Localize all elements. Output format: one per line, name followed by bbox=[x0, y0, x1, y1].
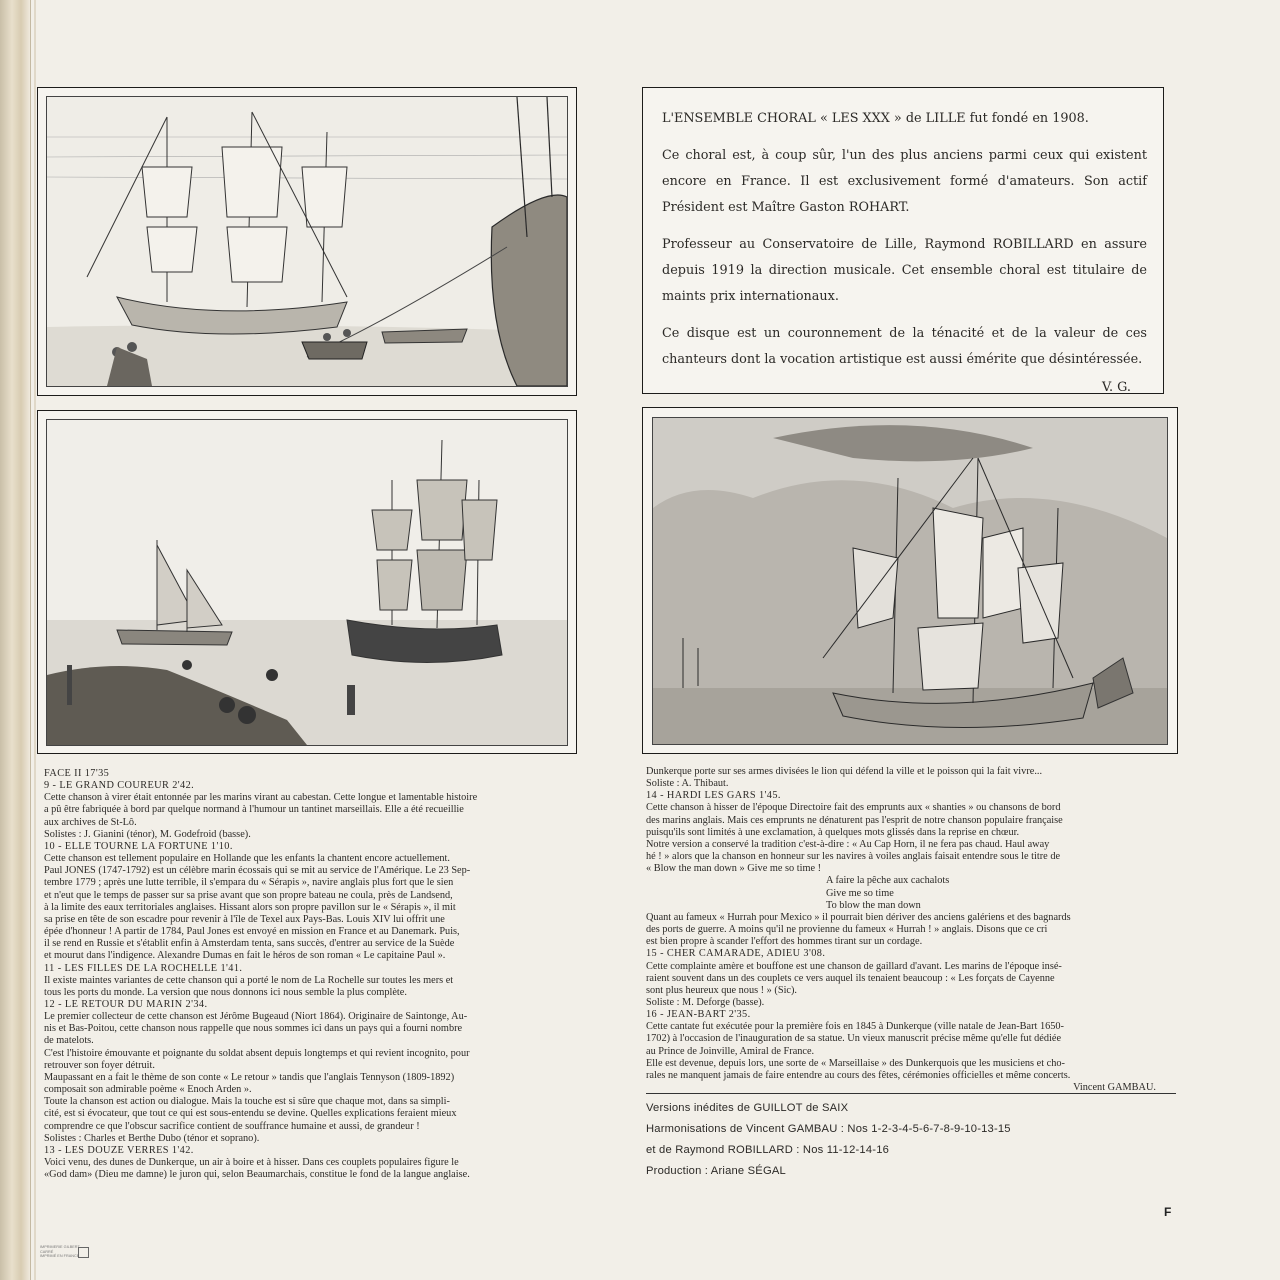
text-line: et n'eut que le temps de passer sur sa prise avant que son propre bateau ne coula, près de Landsend, bbox=[44, 889, 453, 901]
text-line: Paul JONES (1747-1792) est un célèbre marin écossais qui se mit au service de l'Amérique. Le 23 Sep- bbox=[44, 865, 471, 877]
text-line: tous les ports du monde. La version que nous donnons ici nous semble la plus complète. bbox=[44, 986, 407, 998]
text-line: hé ! » alors que la chanson en honneur sur les navires à voiles anglais faisait entendre sous le titre de bbox=[646, 851, 1061, 863]
text-line: épée d'honneur ! A partir de 1784, Paul Jones est envoyé en mission en France et au Danemark. Puis, bbox=[44, 926, 460, 938]
text-line: Quant au fameux « Hurrah pour Mexico » il pourrait bien dériver des anciens galériens et des bagnards bbox=[646, 911, 1071, 923]
text-line: retrouver son foyer détruit. bbox=[44, 1059, 155, 1071]
engraving-frame-middle-left bbox=[37, 410, 577, 754]
text-line: Cette cantate fut exécutée pour la première fois en 1845 à Dunkerque (ville natale de Jean-Bart 1650- bbox=[646, 1021, 1064, 1033]
text-line: FACE II 17'35 bbox=[44, 768, 110, 779]
text-line: Solistes : J. Gianini (ténor), M. Godefroid (basse). bbox=[44, 828, 251, 840]
printer-country: IMPRIMÉ EN FRANCE bbox=[40, 1254, 80, 1258]
credit-harmonisations: Harmonisations de Vincent GAMBAU : Nos 1-2-3-4-5-6-7-8-9-10-13-15 bbox=[646, 1123, 1011, 1135]
credit-production: Production : Ariane SÉGAL bbox=[646, 1165, 786, 1177]
text-line: aux archives de St-Lô. bbox=[44, 816, 137, 828]
text-line: de matelots. bbox=[44, 1035, 94, 1047]
text-line: raient souvent dans un des couplets ce vers auquel ils tenaient beaucoup : « Les forçats de Cayenne bbox=[646, 972, 1055, 984]
ship-engraving-harbor bbox=[46, 96, 568, 387]
text-line: rales ne manquent jamais de faire entendre au cours des fêtes, cérémonies officielles et même concerts. bbox=[646, 1069, 1071, 1081]
gatefold-spine bbox=[0, 0, 31, 1280]
text-line: Notre version a conservé la tradition c'est-à-dire : « Au Cap Horn, il ne fera pas chaud. Haul away bbox=[646, 838, 1050, 850]
tracklist-side-two-left bbox=[44, 768, 579, 1181]
track-heading: 12 - LE RETOUR DU MARIN 2'34. bbox=[44, 998, 208, 1010]
engraving-frame-middle-right bbox=[642, 407, 1178, 754]
text-line: puisqu'ils sont limités à une exclamation, à quelques mots glissés dans la reprise en chœur. bbox=[646, 826, 1020, 838]
text-line: « Blow the man down » Give me so time ! bbox=[646, 863, 822, 875]
choir-introduction-box bbox=[642, 87, 1164, 394]
text-line: a pû être fabriquée à bord par quelque normand à l'humour un tantinet marseillais. Elle a été recueillie bbox=[44, 804, 464, 816]
text-line: des ports de guerre. A moins qu'il ne provienne du fameux « Hurrah ! » anglais. Disons que ce cri bbox=[646, 924, 1048, 936]
intro-paragraph-1: L'ENSEMBLE CHORAL « LES XXX » de LILLE fut fondé en 1908. bbox=[662, 111, 1089, 126]
corner-mark: F bbox=[1164, 1205, 1172, 1219]
track-heading: 9 - LE GRAND COUREUR 2'42. bbox=[44, 780, 195, 792]
track-heading: 14 - HARDI LES GARS 1'45. bbox=[646, 790, 781, 802]
printer-logo-icon bbox=[78, 1247, 89, 1258]
text-line: Le premier collecteur de cette chanson est Jérôme Bugeaud (Niort 1864). Originaire de Saintonge, Au- bbox=[44, 1011, 468, 1023]
spine-crease bbox=[34, 0, 36, 1280]
text-line: «God dam» (Dieu me damne) le juron qui, selon Beaumarchais, constitue le fond de la langue anglaise. bbox=[44, 1169, 470, 1181]
text-line: cité, est si évocateur, que tout ce qui est sous-entendu se devine. Quelles explications feraient mieux bbox=[44, 1108, 457, 1120]
text-line: sont plus heureux que nous ! » (Sic). bbox=[646, 984, 797, 996]
text-line: 1702) à l'occasion de l'inauguration de sa statue. Un vieux manuscrit précise même qu'elle fut dédiée bbox=[646, 1033, 1062, 1045]
track-heading: 16 - JEAN-BART 2'35. bbox=[646, 1009, 751, 1021]
text-line: Il existe maintes variantes de cette chanson qui a porté le nom de La Rochelle sur toutes les mers et bbox=[44, 974, 454, 986]
text-line: composait son admirable poème « Enoch Arden ». bbox=[44, 1084, 252, 1096]
credits-block bbox=[646, 1098, 1176, 1182]
track-heading: 11 - LES FILLES DE LA ROCHELLE 1'41. bbox=[44, 962, 243, 974]
text-line: Cette chanson à virer était entonnée par les marins virant au cabestan. Cette longue et lamentable histoire bbox=[44, 792, 478, 804]
credits-divider bbox=[646, 1093, 1176, 1094]
credit-versions: Versions inédites de GUILLOT de SAIX bbox=[646, 1102, 849, 1114]
text-line: est bien propre à scander l'effort des hommes tirant sur un cordage. bbox=[646, 936, 923, 948]
text-line: il se rend en Russie et s'établit enfin à Amsterdam tenta, sans succès, d'entrer au service de la Suède bbox=[44, 938, 455, 950]
text-line: Cette chanson à hisser de l'époque Directoire fait des emprunts aux « shanties » ou chansons de bord bbox=[646, 802, 1061, 814]
text-line: Cette chanson est tellement populaire en Hollande que les enfants la chantent encore actuellement. bbox=[44, 853, 450, 865]
intro-paragraph-4: Ce disque est un couronnement de la ténacité et de la valeur de ces chanteurs dont la vocation artistique est aussi émérite que désintéressée. bbox=[662, 326, 1147, 367]
text-line: comprendre ce que l'obscur sacrifice contient de souffrance humaine et aussi, de grandeur ! bbox=[44, 1120, 420, 1132]
text-line: Toute la chanson est action ou dialogue. Mais la touche est si sûre que chaque mot, dans sa simpli- bbox=[44, 1096, 450, 1108]
credit-harmonisations-2: et de Raymond ROBILLARD : Nos 11-12-14-16 bbox=[646, 1144, 890, 1156]
text-line: Maupassant en a fait le thème de son conte « Le retour » tandis que l'anglais Tennyson (1809-1892) bbox=[44, 1071, 455, 1083]
intro-signature: V. G. bbox=[1102, 380, 1131, 395]
printer-imprint bbox=[40, 1245, 90, 1263]
printer-name: IMPRIMERIE GILBERT CARRÉ bbox=[40, 1245, 80, 1254]
text-line: à la limite des eaux territoriales anglaises. Hissant alors son propre pavillon sur le « Sérapis », il mit bbox=[44, 901, 456, 913]
text-line: Soliste : A. Thibaut. bbox=[646, 778, 729, 790]
engraving-frame-top-left bbox=[37, 87, 577, 396]
text-line: Soliste : M. Deforge (basse). bbox=[646, 996, 765, 1008]
text-line: Voici venu, des dunes de Dunkerque, un air à boire et à hisser. Dans ces couplets populaires figure le bbox=[44, 1157, 459, 1168]
text-line: nis et Bas-Poitou, cette chanson nous rappelle que nous sommes ici dans un pays qui a fourni nombre bbox=[44, 1023, 463, 1035]
lyric-line: A faire la pêche aux cachalots bbox=[826, 875, 950, 887]
text-line: des marins anglais. Mais ces emprunts ne dénaturent pas l'esprit de notre chanson populaire française bbox=[646, 814, 1063, 826]
text-line: Cette complainte amère et bouffone est une chanson de gaillard d'avant. Les marins de l'époque insé- bbox=[646, 960, 1062, 972]
intro-paragraph-3: Professeur au Conservatoire de Lille, Raymond ROBILLARD en assure depuis 1919 la direction musicale. Cet ensemble choral est titulaire de maints prix internationaux. bbox=[662, 237, 1147, 304]
track-heading: 15 - CHER CAMARADE, ADIEU 3'08. bbox=[646, 948, 826, 960]
text-line: tembre 1779 ; après une lutte terrible, il s'empara du « Sérapis », navire anglais plus fort que le sien bbox=[44, 877, 454, 889]
text-line: sa prise en tête de son escadre pour revenir à l'île de Texel aux Pays-Bas. Louis XIV lui offrit une bbox=[44, 913, 445, 925]
text-line: Elle est devenue, depuis lors, une sorte de « Marseillaise » des Dunkerquois que les musiciens et cho- bbox=[646, 1057, 1065, 1069]
author-signature: Vincent GAMBAU. bbox=[1073, 1082, 1156, 1094]
text-line: au Prince de Joinville, Amiral de France. bbox=[646, 1045, 815, 1057]
track-heading: 13 - LES DOUZE VERRES 1'42. bbox=[44, 1144, 194, 1156]
intro-paragraph-2: Ce choral est, à coup sûr, l'un des plus anciens parmi ceux qui existent encore en France. Il est exclusivement formé d'amateurs. Son actif Président est Maître Gaston ROHART. bbox=[662, 148, 1147, 215]
ship-engraving-shore bbox=[46, 419, 568, 746]
ship-engraving-sea bbox=[652, 417, 1168, 745]
lyric-line: To blow the man down bbox=[826, 899, 921, 911]
text-line: et mourut dans l'indigence. Alexandre Dumas en fait le héros de son roman « Le capitaine Paul ». bbox=[44, 950, 446, 962]
track-heading: 10 - ELLE TOURNE LA FORTUNE 1'10. bbox=[44, 840, 233, 852]
text-line: Dunkerque porte sur ses armes divisées le lion qui défend la ville et le poisson qui la fait vivre... bbox=[646, 766, 1043, 777]
lyric-line: Give me so time bbox=[826, 887, 894, 899]
text-line: Solistes : Charles et Berthe Dubo (ténor et soprano). bbox=[44, 1132, 260, 1144]
tracklist-side-two-right bbox=[646, 766, 1176, 1094]
text-line: C'est l'histoire émouvante et poignante du soldat absent depuis longtemps et qui revient incognito, pour bbox=[44, 1047, 470, 1059]
